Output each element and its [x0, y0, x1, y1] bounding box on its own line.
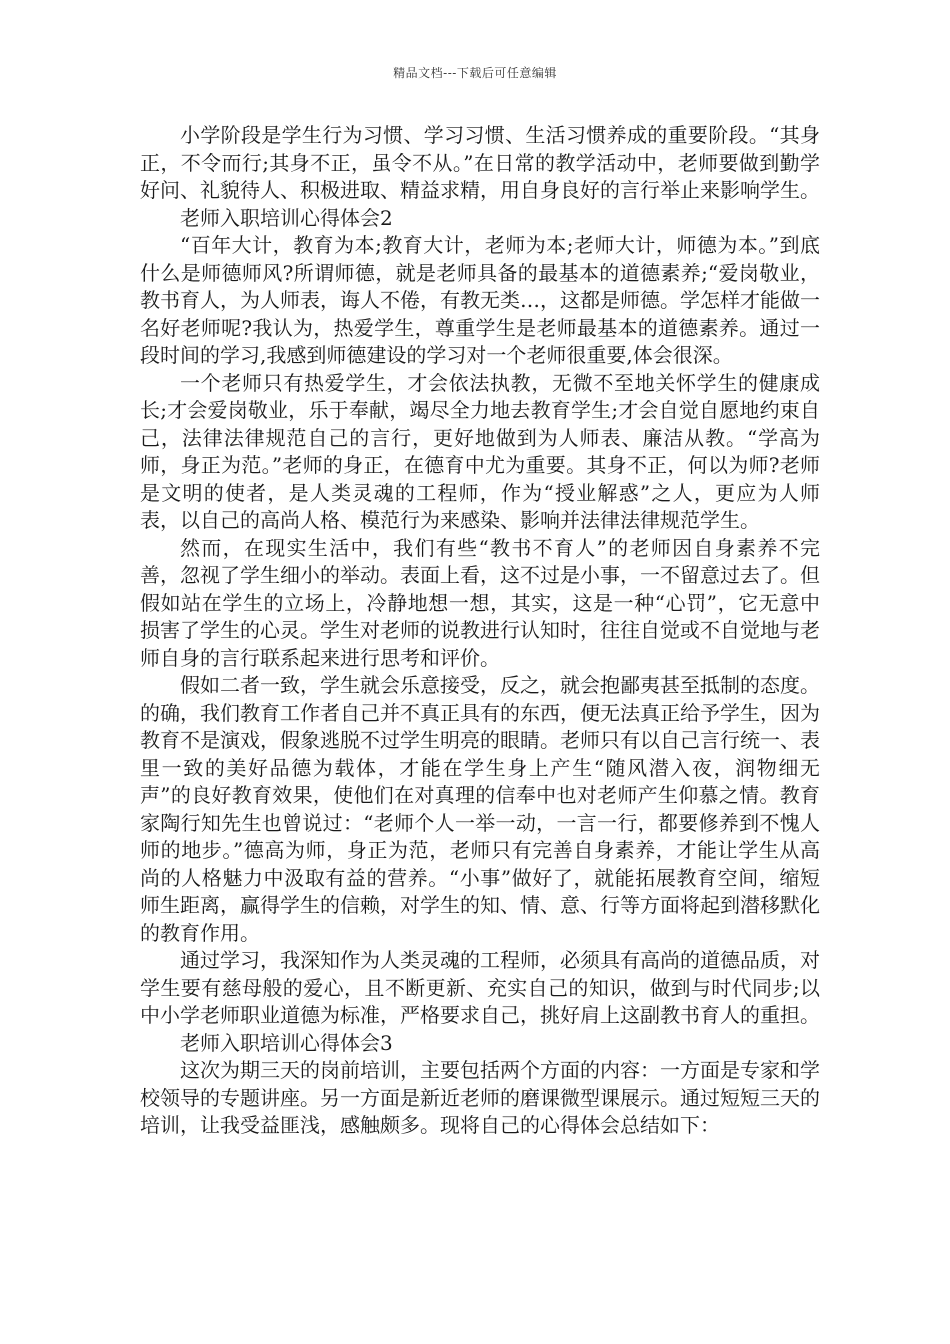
document-body: [140, 122, 820, 1140]
paragraph: 假如二者一致，学生就会乐意接受，反之，就会抱鄙夷甚至抵制的态度。的确，我们教育工作者自己并不真正具有的东西，便无法真正给予学生，因为教育不是演戏，假象逃脱不过学生明亮的眼睛。老师只有以自己言行统一、表里一致的美好品德为载体，才能在学生身上产生“随风潜入夜，润物细无声”的良好教育效果，使他们在对真理的信奉中也对老师产生仰慕之情。教育家陶行知先生也曾说过：“老师个人一举一动，一言一行，都要修养到不愧人师的地步。”德高为师，身正为范，老师只有完善自身素养，才能让学生从高尚的人格魅力中汲取有益的营养。“小事”做好了，就能拓展教育空间，缩短师生距离，赢得学生的信赖，对学生的知、情、意、行等方面将起到潜移默化的教育作用。: [140, 673, 820, 945]
paragraph: “百年大计，教育为本;教育大计，老师为本;老师大计，师德为本。”到底什么是师德师风?所谓师德，就是老师具备的最基本的道德素养;“爱岗敬业，教书育人，为人师表，诲人不倦，有教无类…，这都是师德。学怎样才能做一名好老师呢?我认为，热爱学生，尊重学生是老师最基本的道德素养。通过一段时间的学习,我感到师德建设的学习对一个老师很重要,体会很深。: [140, 233, 820, 367]
page-header: 精品文档---下载后可任意编辑: [393, 66, 557, 80]
paragraph: 通过学习，我深知作为人类灵魂的工程师，必须具有高尚的道德品质，对学生要有慈母般的爱心，且不断更新、充实自己的知识，做到与时代同步;以中小学老师职业道德为标准，严格要求自己，挑好肩上这副教书育人的重担。: [140, 948, 820, 1027]
paragraph: 然而，在现实生活中，我们有些“教书不育人”的老师因自身素养不完善，忽视了学生细小的举动。表面上看，这不过是小事，一不留意过去了。但假如站在学生的立场上，冷静地想一想，其实，这是一种“心罚”，它无意中损害了学生的心灵。学生对老师的说教进行认知时，往往自觉或不自觉地与老师自身的言行联系起来进行思考和评价。: [140, 535, 820, 670]
section-heading: 老师入职培训心得体会3: [180, 1030, 393, 1055]
paragraph: 一个老师只有热爱学生，才会依法执教，无微不至地关怀学生的健康成长;才会爱岗敬业，乐于奉献，竭尽全力地去教育学生;才会自觉自愿地约束自己，法律法律规范自己的言行，更好地做到为人师表、廉洁从教。“学高为师，身正为范。”老师的身正，在德育中尤为重要。其身不正，何以为师?老师是文明的使者，是人类灵魂的工程师，作为“授业解惑”之人，更应为人师表，以自己的高尚人格、模范行为来感染、影响并法律法律规范学生。: [140, 370, 820, 532]
paragraph: 这次为期三天的岗前培训，主要包括两个方面的内容：一方面是专家和学校领导的专题讲座。另一方面是新近老师的磨课微型课展示。通过短短三天的培训，让我受益匪浅，感触颇多。现将自己的心得体会总结如下：: [140, 1058, 820, 1137]
section-heading: 老师入职培训心得体会2: [180, 205, 393, 230]
paragraph: 小学阶段是学生行为习惯、学习习惯、生活习惯养成的重要阶段。“其身正，不令而行;其身不正，虽令不从。”在日常的教学活动中，老师要做到勤学好问、礼貌待人、积极进取、精益求精，用自身良好的言行举止来影响学生。: [140, 123, 820, 202]
